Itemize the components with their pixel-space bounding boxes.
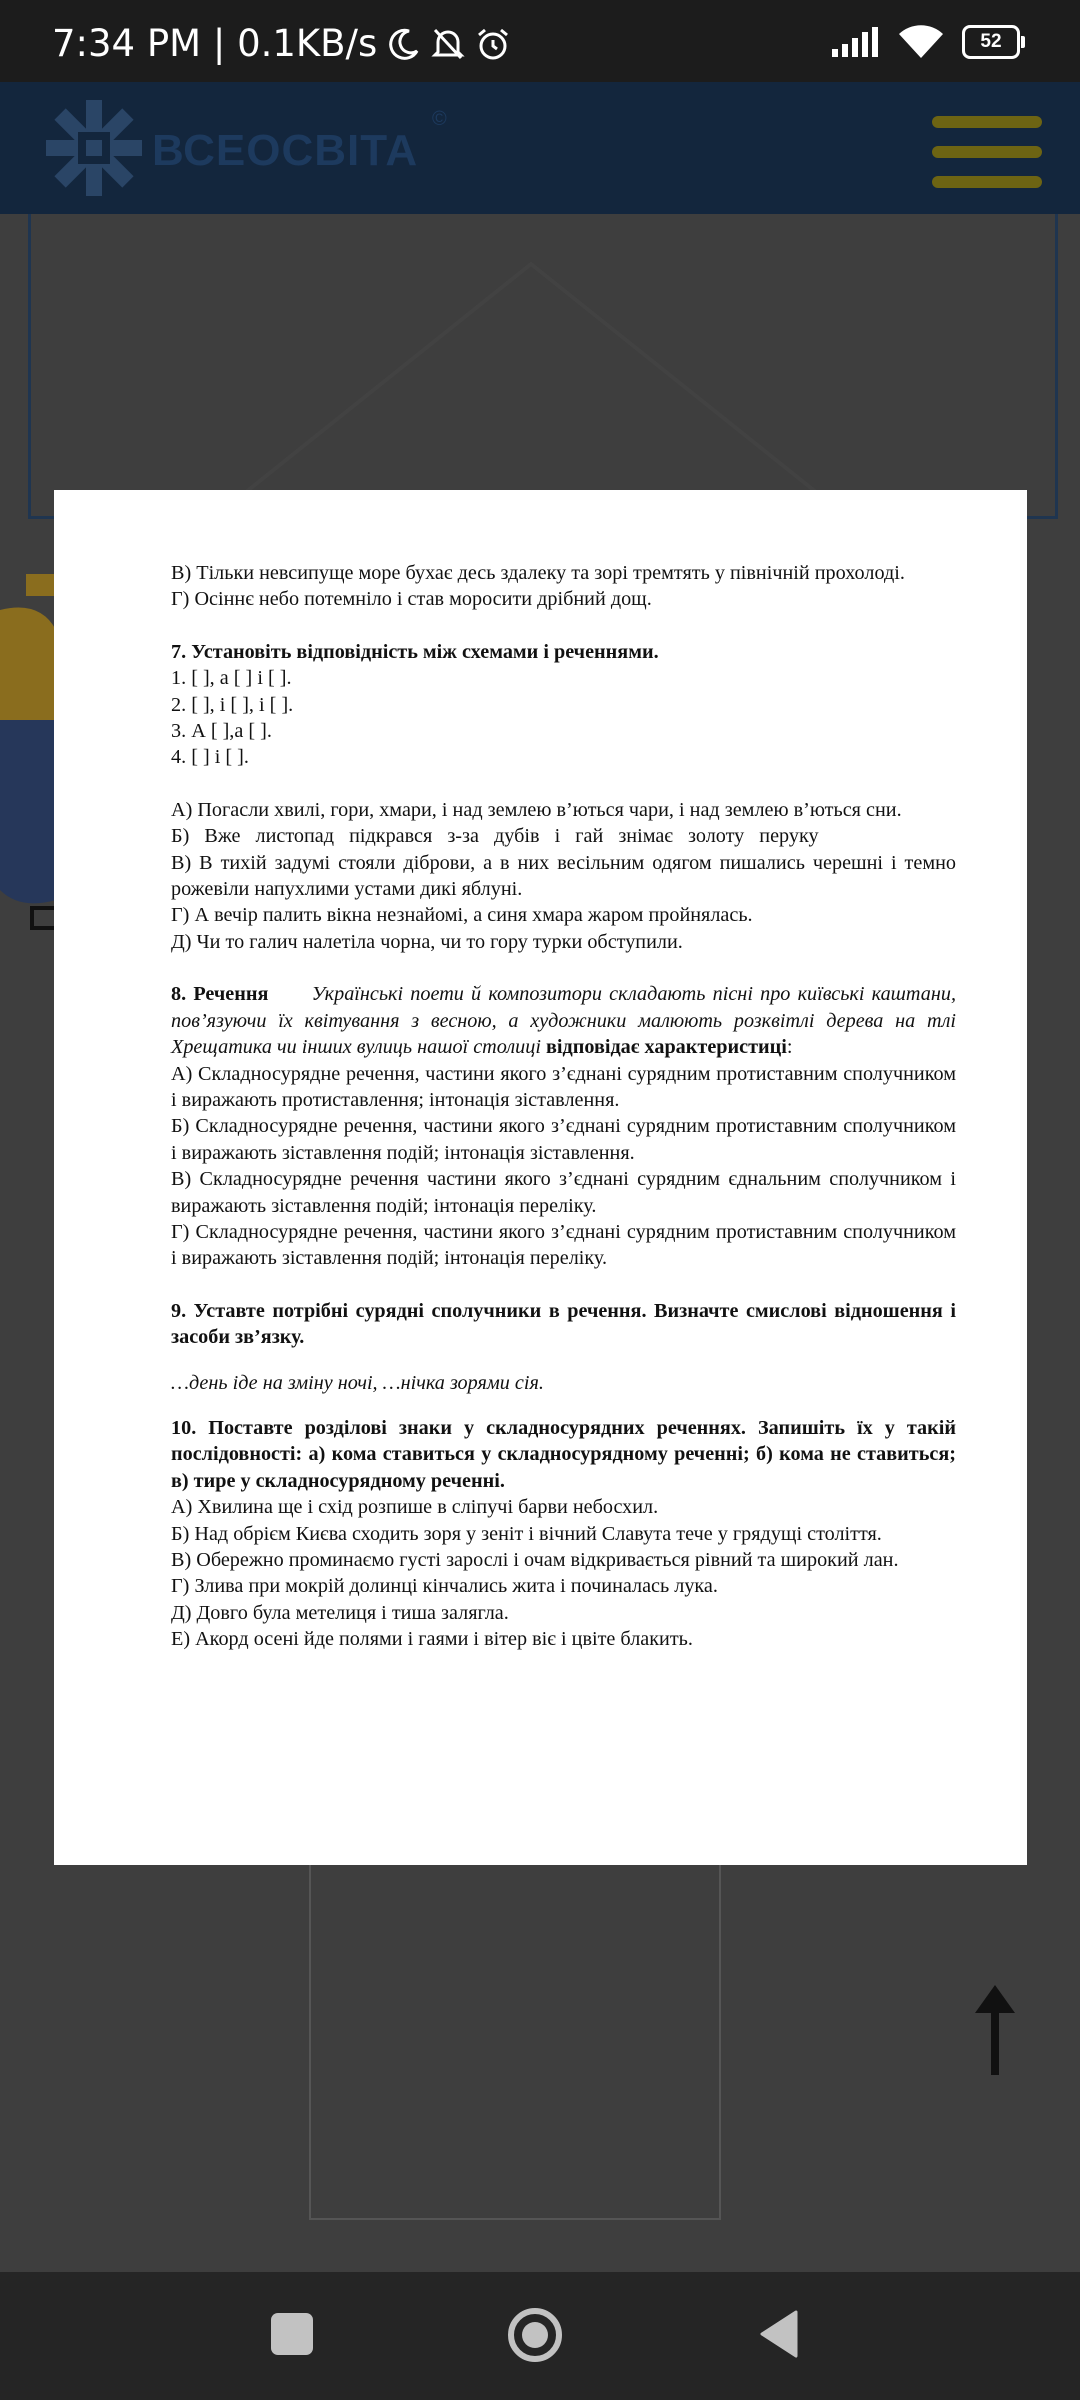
q8-tail: відповідає характеристиці	[546, 1036, 787, 1059]
q10-option: Г) Злива при мокрій долинці кінчались жита і починалась лука.	[171, 1575, 718, 1598]
q8-intro	[171, 981, 956, 1060]
alarm-icon	[475, 26, 511, 62]
hamburger-menu-button[interactable]	[932, 116, 1044, 188]
q7-option: Д) Чи то галич налетіла чорна, чи то гору турки обступили.	[171, 930, 683, 953]
q9-title: 9. Уставте потрібні сурядні сполучники в речення. Визначте смислові відношення і засоби зв’язку.	[171, 1299, 956, 1349]
q7-option: Г) А вечір палить вікна незнайомі, а синя хмара жаром пройнялась.	[171, 904, 753, 927]
wifi-icon	[898, 24, 944, 60]
document-page	[54, 490, 1027, 1865]
image-placeholder-icon	[231, 244, 851, 524]
site-logo-text[interactable]: ВСЕОСВІТА	[152, 126, 419, 175]
q7-title: 7. Установіть відповідність між схемами і реченнями.	[171, 640, 659, 663]
home-button[interactable]	[507, 2307, 563, 2363]
navigation-bar	[0, 2272, 1080, 2400]
q8-option: Б) Складносурядне речення, частини якого з’єднані сурядним протиставним сполучником і виражають зіставлення подій; інтонація зіставлення.	[171, 1115, 956, 1164]
recents-button[interactable]	[271, 2313, 313, 2355]
q10-option: Д) Довго була метелиця і тиша залягла.	[171, 1601, 509, 1624]
q7-scheme: 3. А [ ],а [ ].	[171, 720, 272, 743]
site-header	[0, 82, 1080, 214]
logo-ornament-icon[interactable]	[42, 96, 146, 200]
battery-icon	[962, 25, 1020, 59]
q9-example: …день іде на зміну ночі, …нічка зорями сія.	[171, 1371, 544, 1394]
q7-option: Б) Вже листопад підкрався з-за дубів і гай знімає золоту перуку	[171, 825, 819, 848]
q8-label: 8. Речення	[171, 983, 269, 1006]
q8-option: В) Складносурядне речення частини якого з’єднані сурядним єднальним сполучником і виражають зіставлення подій; інтонація переліку.	[171, 1168, 956, 1217]
scroll-top-button[interactable]	[975, 1985, 1015, 2075]
status-left	[52, 22, 511, 65]
q10-option: В) Обережно проминаємо густі зарослі і очам відкривається рівний та широкий лан.	[171, 1549, 899, 1571]
moon-icon	[387, 27, 421, 61]
copyright-mark: ©	[432, 108, 447, 130]
q8-sentence: Українські поети й композитори складають пісні про київські каштани, пов’язуючи їх квітування з весною, а художники малюють розквітлі дерева на тлі Хрещатика чи інших вулиць нашої столиці	[171, 983, 956, 1059]
document-text	[171, 560, 956, 1653]
signal-icon	[830, 27, 880, 57]
q10-option: А) Хвилина ще і схід розпише в сліпучі барви небосхил.	[171, 1496, 659, 1519]
q10-option: Б) Над обрієм Києва сходить зоря у зеніт і вічний Славута тече у грядущі століття.	[171, 1522, 882, 1545]
side-image-fragment	[0, 570, 56, 930]
q7-option: В) В тихій задумі стояли діброви, а в них весільним одягом пишались черешні і темно рожевіли напухлими устами дикі яблуні.	[171, 851, 956, 901]
q7-scheme: 2. [ ], і [ ], і [ ].	[171, 693, 294, 716]
doc-line: В) Тільки невсипуще море бухає десь здалеку та зорі тремтять у північній прохолоді.	[171, 562, 905, 584]
content-frame	[28, 214, 1058, 519]
bottom-frame	[309, 1860, 721, 2220]
battery-level: 52	[980, 31, 1002, 52]
q8-option: А) Складносурядне речення, частини якого з’єднані сурядним протиставним сполучником і виражають протиставлення; інтонація зіставлення.	[171, 1062, 956, 1111]
bell-off-icon	[431, 26, 465, 62]
doc-line: Г) Осіннє небо потемніло і став моросити дрібний дощ.	[171, 588, 652, 611]
q10-title: 10. Поставте розділові знаки у складносурядних реченнях. Запишіть їх у такій послідовності: а) кома ставиться у складносурядному реченні; б) кома не ставиться; в) тире у складносурядному реченні.	[171, 1416, 956, 1492]
status-right	[830, 24, 1020, 60]
status-time: 7:34 PM | 0.1KB/s	[52, 22, 378, 65]
q7-scheme: 4. [ ] і [ ].	[171, 746, 249, 769]
q8-option: Г) Складносурядне речення, частини якого з’єднані сурядним протиставним сполучником і виражають зіставлення подій; інтонація переліку.	[171, 1220, 956, 1270]
back-button[interactable]	[760, 2310, 798, 2358]
q8-colon: :	[786, 1036, 793, 1059]
q7-option: А) Погасли хвилі, гори, хмари, і над землею в’ються чари, і над землею в’ються сни.	[171, 798, 902, 821]
q7-scheme: 1. [ ], а [ ] і [ ].	[171, 667, 292, 690]
status-bar	[0, 0, 1080, 82]
q10-option: Е) Акорд осені йде полями і гаями і вітер віє і цвіте блакить.	[171, 1628, 693, 1651]
